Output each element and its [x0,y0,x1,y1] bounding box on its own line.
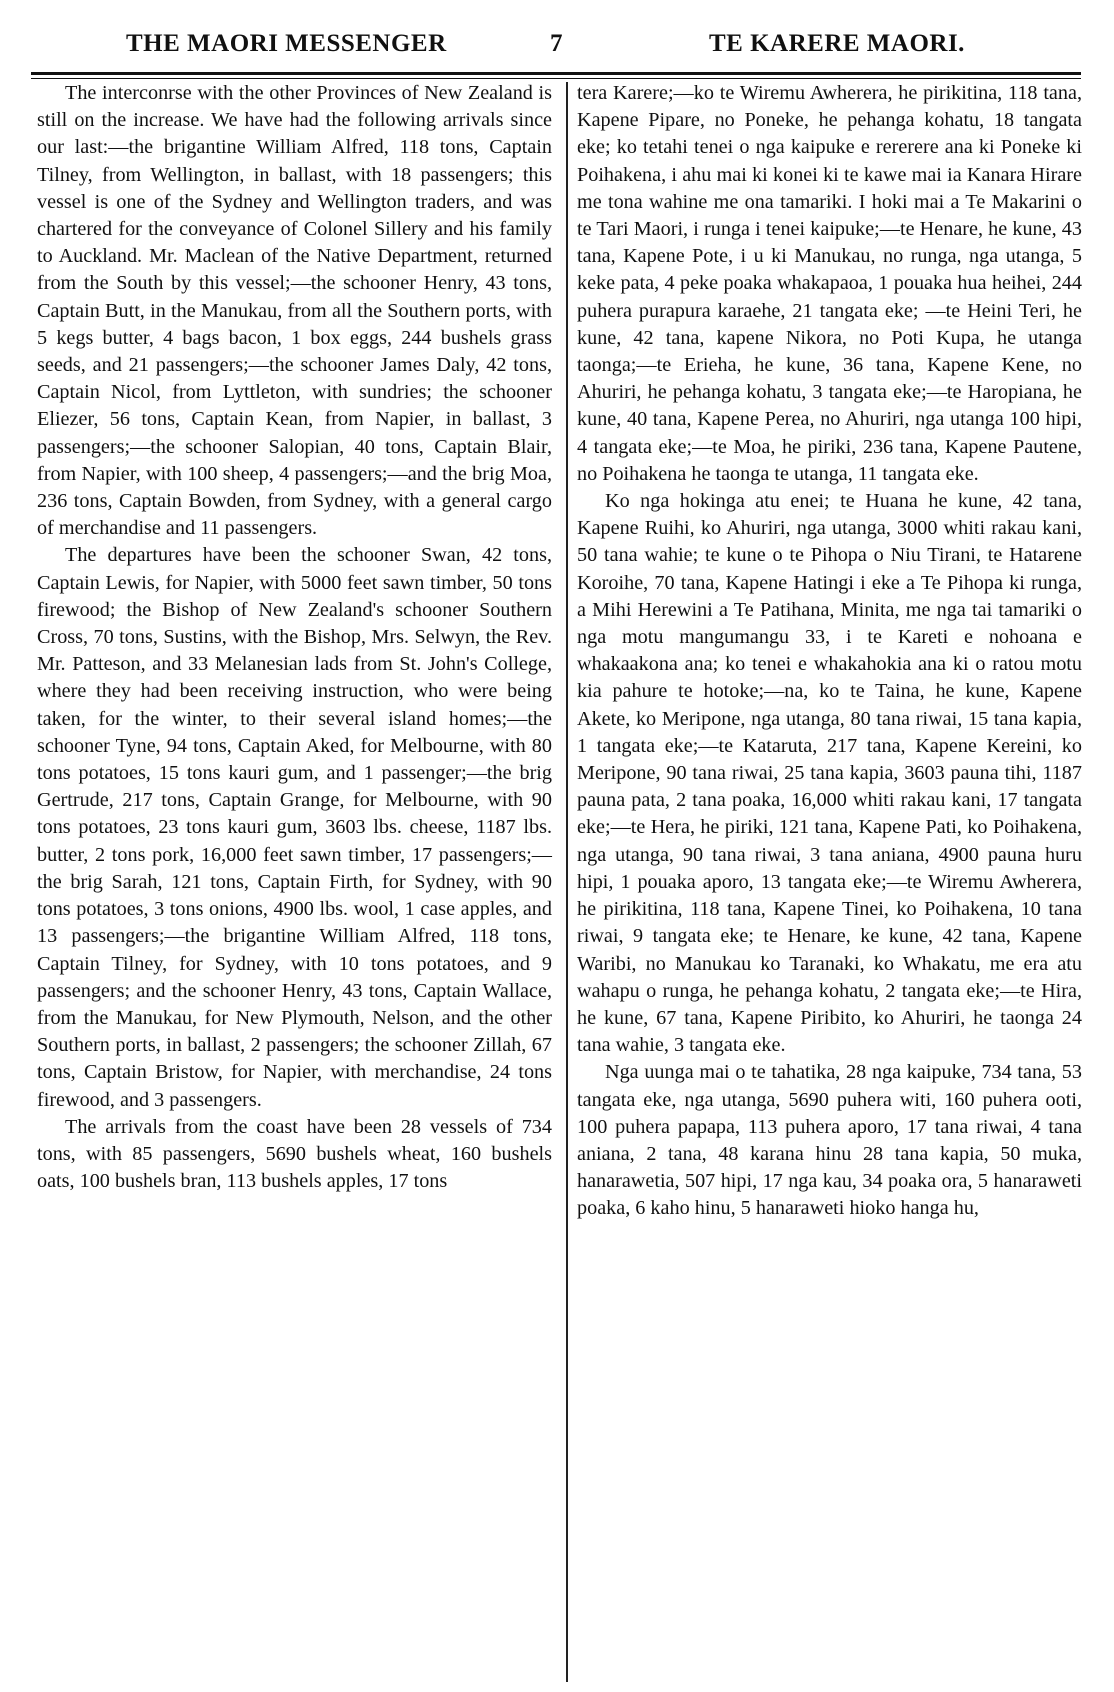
column-divider [566,82,568,1682]
header-rule-thin [31,78,1081,79]
header-rule-thick [31,72,1081,75]
maori-column [577,80,1082,1223]
page-header [30,30,1070,64]
english-masthead: THE MAORI MESSENGER [126,30,447,57]
english-arrivals-paragraph: The interconrse with the other Provinces of New Zealand is still on the increase. We have had the following arrivals since our last:—the brigantine William Alfred, 118 tons, Captain Tilney, from Wellington, in ballast, with 18 passengers; this vessel is one of the Sydney and Wellington traders, and was chartered for the conveyance of Colonel Sillery and his family to Auckland. Mr. Maclean of the Native Department, returned from the South by this vessel;—the schooner Henry, 43 tons, Captain Butt, in the Manukau, from all the Southern ports, with 5 kegs butter, 4 bags bacon, 1 box eggs, 244 bushels grass seeds, and 21 passengers;—the schooner James Daly, 42 tons, Captain Nicol, from Lyttleton, with sundries; the schooner Eliezer, 56 tons, Captain Kean, from Napier, in ballast, 3 passengers;—the schooner Salopian, 40 tons, Captain Blair, from Napier, with 100 sheep, 4 passengers;—and the brig Moa, 236 tons, Captain Bowden, from Sydney, with a general cargo of merchandise and 11 passengers. [37,82,552,540]
maori-masthead: TE KARERE MAORI. [709,30,965,57]
maori-departures-paragraph: Ko nga hokinga atu enei; te Huana he kune, 42 tana, Kapene Ruihi, ko Ahuriri, nga utanga, 3000 whiti rakau kani, 50 tana wahie; te kune o te Pihopa o Niu Tirani, te Hatarene Koroihe, 70 tana, Kapene Hatingi i eke a Te Pihopa ki runga, a Mihi Herewini a Te Patihana, Minita, me nga tai tamariki o nga motu mangumangu 33, i te Kareti e nohoana e whakaakona ana; ko tenei e whakahokia ana ki o ratou motu kia pahure te hotoke;—na, ko te Taina, he kune, Kapene Akete, ko Meripone, nga utanga, 80 tana riwai, 15 tana kapia, 1 tangata eke;—te Kataruta, 217 tana, Kapene Kereini, ko Meripone, 90 tana riwai, 25 tana kapia, 3603 pauna tihi, 1187 pauna pata, 2 tana poaka, 16,000 whiti rakau kani, 17 tangata eke;—te Hera, he piriki, 121 tana, Kapene Pati, ko Poihakena, nga utanga, 90 tana riwai, 3 tana aniana, 4900 pauna huru hipi, 1 pouaka aporo, 13 tangata eke;—te Wiremu Awherera, he pirikitina, 118 tana, Kapene Tinei, ko Poihakena, 10 tana riwai, 9 tangata eke; te Henare, ke kune, 42 tana, Kapene Waribi, no Manukau ko Taranaki, ko Whakatu, me era atu wahapu o runga, he pehanga kohatu, 2 tangata eke;—te Hira, he kune, 67 tana, Kapene Piribito, ko Ahuriri, he taonga 24 tana wahie, 3 tangata eke. [577,490,1082,1057]
english-coastal-paragraph: The arrivals from the coast have been 28 vessels of 734 tons, with 85 passengers, 5690 bushels wheat, 160 bushels oats, 100 bushels bran, 113 bushels apples, 17 tons [37,1115,552,1193]
english-column [37,80,552,1195]
page-number: 7 [550,30,563,57]
maori-arrivals-paragraph: tera Karere;—ko te Wiremu Awherera, he pirikitina, 118 tana, Kapene Pipare, no Poneke, he pehanga kohatu, 18 tangata eke; ko tetahi tenei o nga kaipuke e rererere ana ki Poneke ki Poihakena, i ahu mai ki konei ki te kawe mai ia Kanara Hirare me tona wahine me ona tamariki. I hoki mai a Te Makarini o te Tari Maori, i runga i tenei kaipuke;—te Henare, he kune, 43 tana, Kapene Pote, i u ki Manukau, no runga, nga utanga, 5 keke pata, 4 peke poaka whakapaoa, 1 pouaka hua heihei, 244 puhera purapura karaehe, 21 tangata eke; —te Heini Teri, he kune, 42 tana, kapene Nikora, no Poti Kupa, he utanga taonga;—te Erieha, he kune, 36 tana, Kapene Kene, no Ahuriri, he pehanga kohatu, 3 tangata eke;—te Haropiana, he kune, 40 tana, Kapene Perea, no Ahuriri, nga utanga 100 hipi, 4 tangata eke;—te Moa, he piriki, 236 tana, Kapene Pautene, no Poihakena he taonga te utanga, 11 tangata eke. [577,82,1082,485]
maori-coastal-paragraph: Nga uunga mai o te tahatika, 28 nga kaipuke, 734 tana, 53 tangata eke, nga utanga, 5690 puhera witi, 160 puhera ooti, 100 puhera papapa, 113 puhera aporo, 17 tana riwai, 4 tana aniana, 2 tana, 48 karana hinu 28 tana kapia, 50 muka, hanarawetia, 507 hipi, 17 nga kau, 34 poaka ora, 5 hanaraweti poaka, 6 kaho hinu, 5 hanaraweti hioko hanga hu, [577,1061,1082,1220]
english-departures-paragraph: The departures have been the schooner Swan, 42 tons, Captain Lewis, for Napier, with 5000 feet sawn timber, 50 tons firewood; the Bishop of New Zealand's schooner Southern Cross, 70 tons, Sustins, with the Bishop, Mrs. Selwyn, the Rev. Mr. Patteson, and 33 Melanesian lads from St. John's College, where they had been receiving instruction, who were being taken, for the winter, to their several island homes;—the schooner Tyne, 94 tons, Captain Aked, for Melbourne, with 80 tons potatoes, 15 tons kauri gum, and 1 passenger;—the brig Gertrude, 217 tons, Captain Grange, for Melbourne, with 90 tons potatoes, 23 tons kauri gum, 3603 lbs. cheese, 1187 lbs. butter, 2 tons pork, 16,000 feet sawn timber, 17 passengers;—the brig Sarah, 121 tons, Captain Firth, for Sydney, with 90 tons potatoes, 3 tons onions, 4900 lbs. wool, 1 case apples, and 13 passengers;—the brigantine William Alfred, 118 tons, Captain Tilney, for Sydney, with 10 tons potatoes, and 9 passengers; and the schooner Henry, 43 tons, Captain Wallace, from the Manukau, for New Plymouth, Nelson, and the other Southern ports, in ballast, 2 passengers; the schooner Zillah, 67 tons, Captain Bristow, for Napier, with merchandise, 24 tons firewood, and 3 passengers. [37,544,552,1111]
